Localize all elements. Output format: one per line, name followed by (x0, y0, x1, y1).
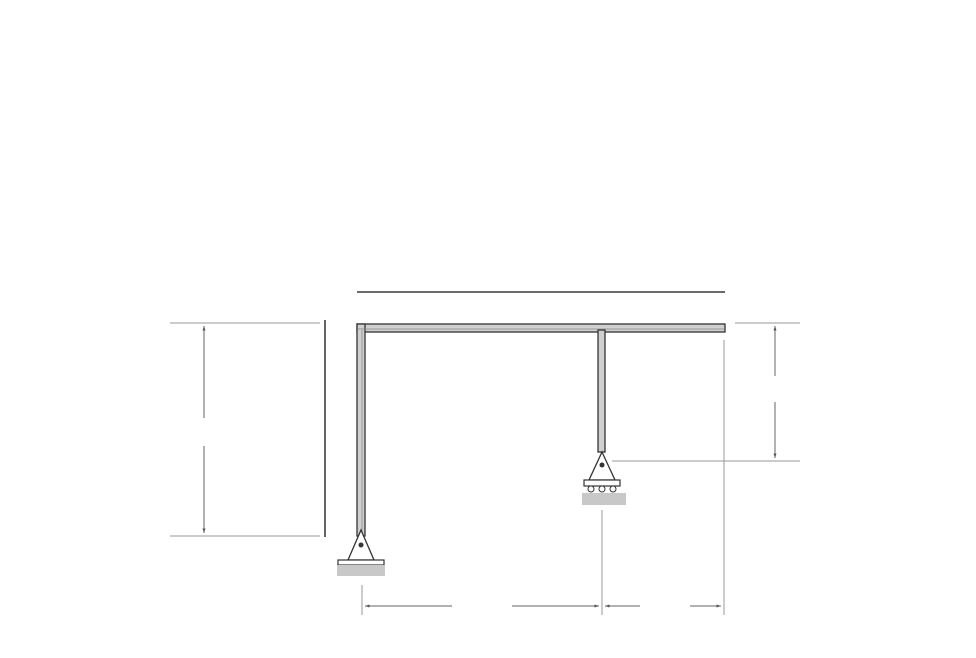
beam-ce (357, 324, 725, 332)
column-ac (357, 324, 365, 536)
roller-support-b (582, 452, 626, 505)
pin-support-a (337, 530, 385, 576)
frame-members (357, 324, 725, 536)
dimension-9m (170, 323, 320, 536)
dimension-bottom (362, 340, 724, 615)
dimension-6m (612, 323, 800, 461)
column-bd (598, 330, 605, 452)
